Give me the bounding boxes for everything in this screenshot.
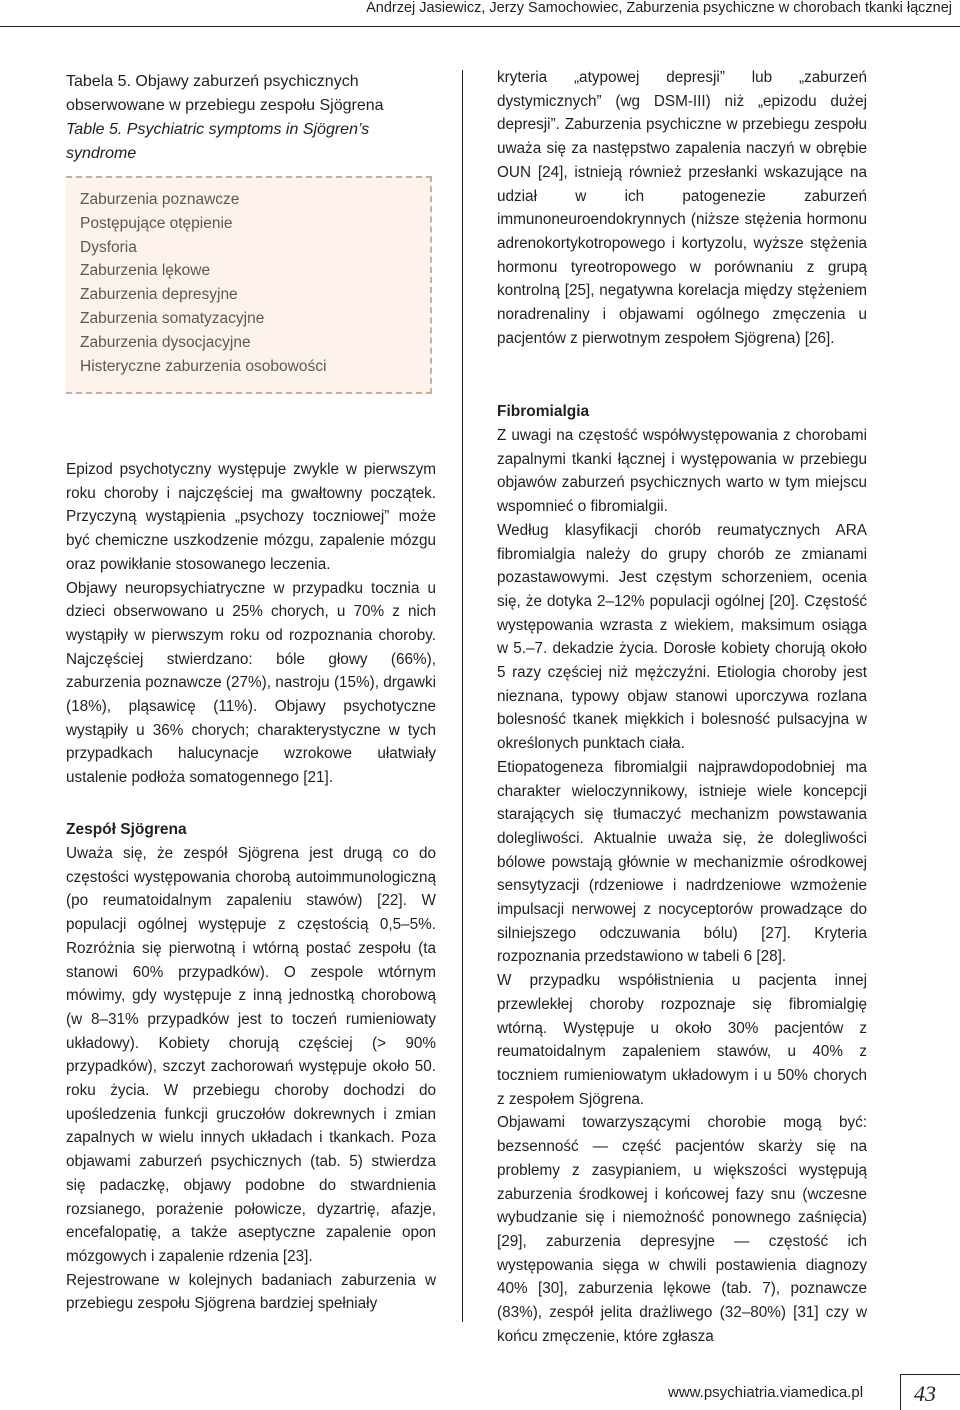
table-row: Dysforia [80,238,137,256]
paragraph: Objawami towarzyszącymi chorobie mogą być: bezsenność — część pacjentów skarży się na problemy z zasypianiem, u większości występują zaburzenia środkowej i końcowej fazy snu (wczesne wybudzanie się i niemożność ponownego zaśnięcia) [29], zaburzenia depresyjne — częstość ich występowania sięga w chwili postawienia diagnozy 40% [30], zaburzenia lękowe (tab. 7), poznawcze (83%), zespół jelita drażliwego (32–80%) [31] czy w końcu zmęczenie, które zgłasza [497,1114,867,1345]
table-row: Zaburzenia lękowe [80,262,211,280]
left-column-text [66,458,436,790]
paragraph: Według klasyfikacji chorób reumatycznych ARA fibromialgia należy do grupy chorób ze zmianami pozastawowymi. Jest częstym schorzeniem, ocenia się, że dotyka 2–12% populacji ogólnej [20]. Częstość występowania wzrasta z wiekiem, maksimum osiąga w 5.–7. dekadzie życia. Dorosłe kobiety chorują około 5 razy częściej niż mężczyźni. Etiologia choroby jest nieznana, typowy objaw stanowi uporczywa rozlana bolesność tkanek miękkich i bolesność pulsacyjna w określonych punktach ciała. [497,521,867,753]
table-caption [66,70,436,166]
paragraph: Uważa się, że zespół Sjögrena jest drugą co do częstości występowania chorobą autoimmunologiczną (po reumatoidalnym zapaleniu stawów) [22]. W populacji ogólnej występuje z częstością 0,5–5%. Rozróżnia się pierwotną i wtórną postać zespołu (ta stanowi 60% przypadków). O zespole wtórnym mówimy, gdy występuje z inną jednostką chorobową (w 8–31% przypadków jest to toczeń rumieniowaty układowy). Kobiety chorują częściej (> 90% przypadków), szczyt zachorowań występuje około 50. roku życia. W przebiegu choroby dochodzi do upośledzenia funkcji gruczołów dokrewnych i zmian zapalnych w wielu innych układach i tkankach. Poza objawami zaburzeń psychicznych (tab. 5) stwierdza się padaczkę, objawy podobne do stwardnienia rozsianego, porażenie połowicze, dyzartrię, afazje, encefalopatię, a także aseptyczne zapalenie opon mózgowych i zapalenie rdzenia [23]. [66,845,436,1265]
footer-rule [900,1374,901,1410]
table-row: Zaburzenia depresyjne [80,286,238,304]
paragraph: W przypadku współistnienia u pacjenta innej przewlekłej choroby rozpoznaje się fibromialgię wtórną. Występuje u około 30% pacjentów z reumatoidalnym zapaleniem stawów, u 40% z toczniem rumieniowatym układowym i u 50% chorych z zespołem Sjögrena. [497,972,867,1108]
symptoms-table [66,176,432,394]
paragraph: Objawy neuropsychiatryczne w przypadku tocznia u dzieci obserwowano u 25% chorych, u 70% z nich wystąpiły w pierwszym roku od rozpoznania choroby. Najczęściej stwierdzano: bóle głowy (66%), zaburzenia poznawcze (27%), nastroju (15%), drgawki (18%), pląsawicę (11%). Objawy psychotyczne wystąpiły u 36% chorych; charakterystyczne w tych przypadkach halucynacje wzrokowe ułatwiały ustalenie podłoża somatogennego [21]. [66,579,436,787]
paragraph: Epizod psychotyczny występuje zwykle w pierwszym roku choroby i najczęściej ma gwałtowny początek. Przyczyną wystąpienia „psychozy toczniowej” może być chemiczne uszkodzenie mózgu, zapalenie mózgu oraz powikłanie stosowanego leczenia. [66,461,436,573]
table-row: Postępujące otępienie [80,214,233,232]
header-rule [0,26,960,27]
right-column-text [497,66,867,350]
paragraph: kryteria „atypowej depresji” lub „zaburzeń dystymicznych” (wg DSM-III) niż „epizodu dużej depresji”. Zaburzenia psychiczne w przebiegu zespołu uważa się za następstwo zapalenia naczyń w obrębie OUN [24], istnieją również przesłanki wskazujące na udział w ich patogenezie zaburzeń immunoneuroendokrynnych (niższe stężenia hormonu adrenokortykotropowego i kortyzolu, wyższe stężenia hormonu tyreotropowego w porównaniu z grupą kontrolną [25], negatywna korelacja między stężeniem noradrenaliny i objawami ogólnego zmęczenia u pacjentów z pierwotnym zespołem Sjögrena) [26]. [497,69,867,347]
paragraph: Rejestrowane w kolejnych badaniach zaburzenia w przebiegu zespołu Sjögrena bardziej spełniały [66,1271,436,1313]
section-heading-sjogren: Zespół Sjögrena [66,821,187,838]
table-row: Zaburzenia poznawcze [80,191,240,208]
table-row: Zaburzenia somatyzacyjne [80,309,265,327]
column-divider [462,70,463,1322]
table-row: Histeryczne zaburzenia osobowości [80,357,327,375]
section-heading-fibromialgia: Fibromialgia [497,403,590,420]
paragraph: Z uwagi na częstość współwystępowania z chorobami zapalnymi tkanki łącznej i występowania w przebiegu objawów zaburzeń psychicznych warto w tym miejscu wspomnieć o fibromialgii. [497,427,867,516]
page-number: 43 [914,1381,936,1406]
table-caption-polish: Tabela 5. Objawy zaburzeń psychicznych obserwowane w przebiegu zespołu Sjögrena [66,73,384,114]
section-body [66,842,436,1316]
table-caption-english: Table 5. Psychiatric symptoms in Sjögren’s syndrome [66,121,370,162]
right-column-section [497,400,867,1348]
symptoms-list [66,178,430,378]
section-body [497,424,867,1348]
left-column-section [66,818,436,1316]
running-head: Andrzej Jasiewicz, Jerzy Samochowiec, Zaburzenia psychiczne w chorobach tkanki łącznej [366,0,952,16]
table-row: Zaburzenia dysocjacyjne [80,333,251,351]
paragraph: Etiopatogeneza fibromialgii najprawdopodobniej ma charakter wieloczynnikowy, istnieje wiele koncepcji starających się tłumaczyć mechanizm powstawania dolegliwości. Aktualnie uważa się, że dolegliwości bólowe powstają głównie w mechanizmie ośrodkowej sensytyzacji (rdzeniowe i nadrdzeniowe wzmożenie impulsacji nerwowej z nocyceptorów prowadzące do silniejszego odczuwania bólu) [27]. Kryteria rozpoznania przedstawiono w tabeli 6 [28]. [497,758,867,966]
footer-rule [900,1374,960,1375]
footer-url: www.psychiatria.viamedica.pl [668,1384,864,1401]
